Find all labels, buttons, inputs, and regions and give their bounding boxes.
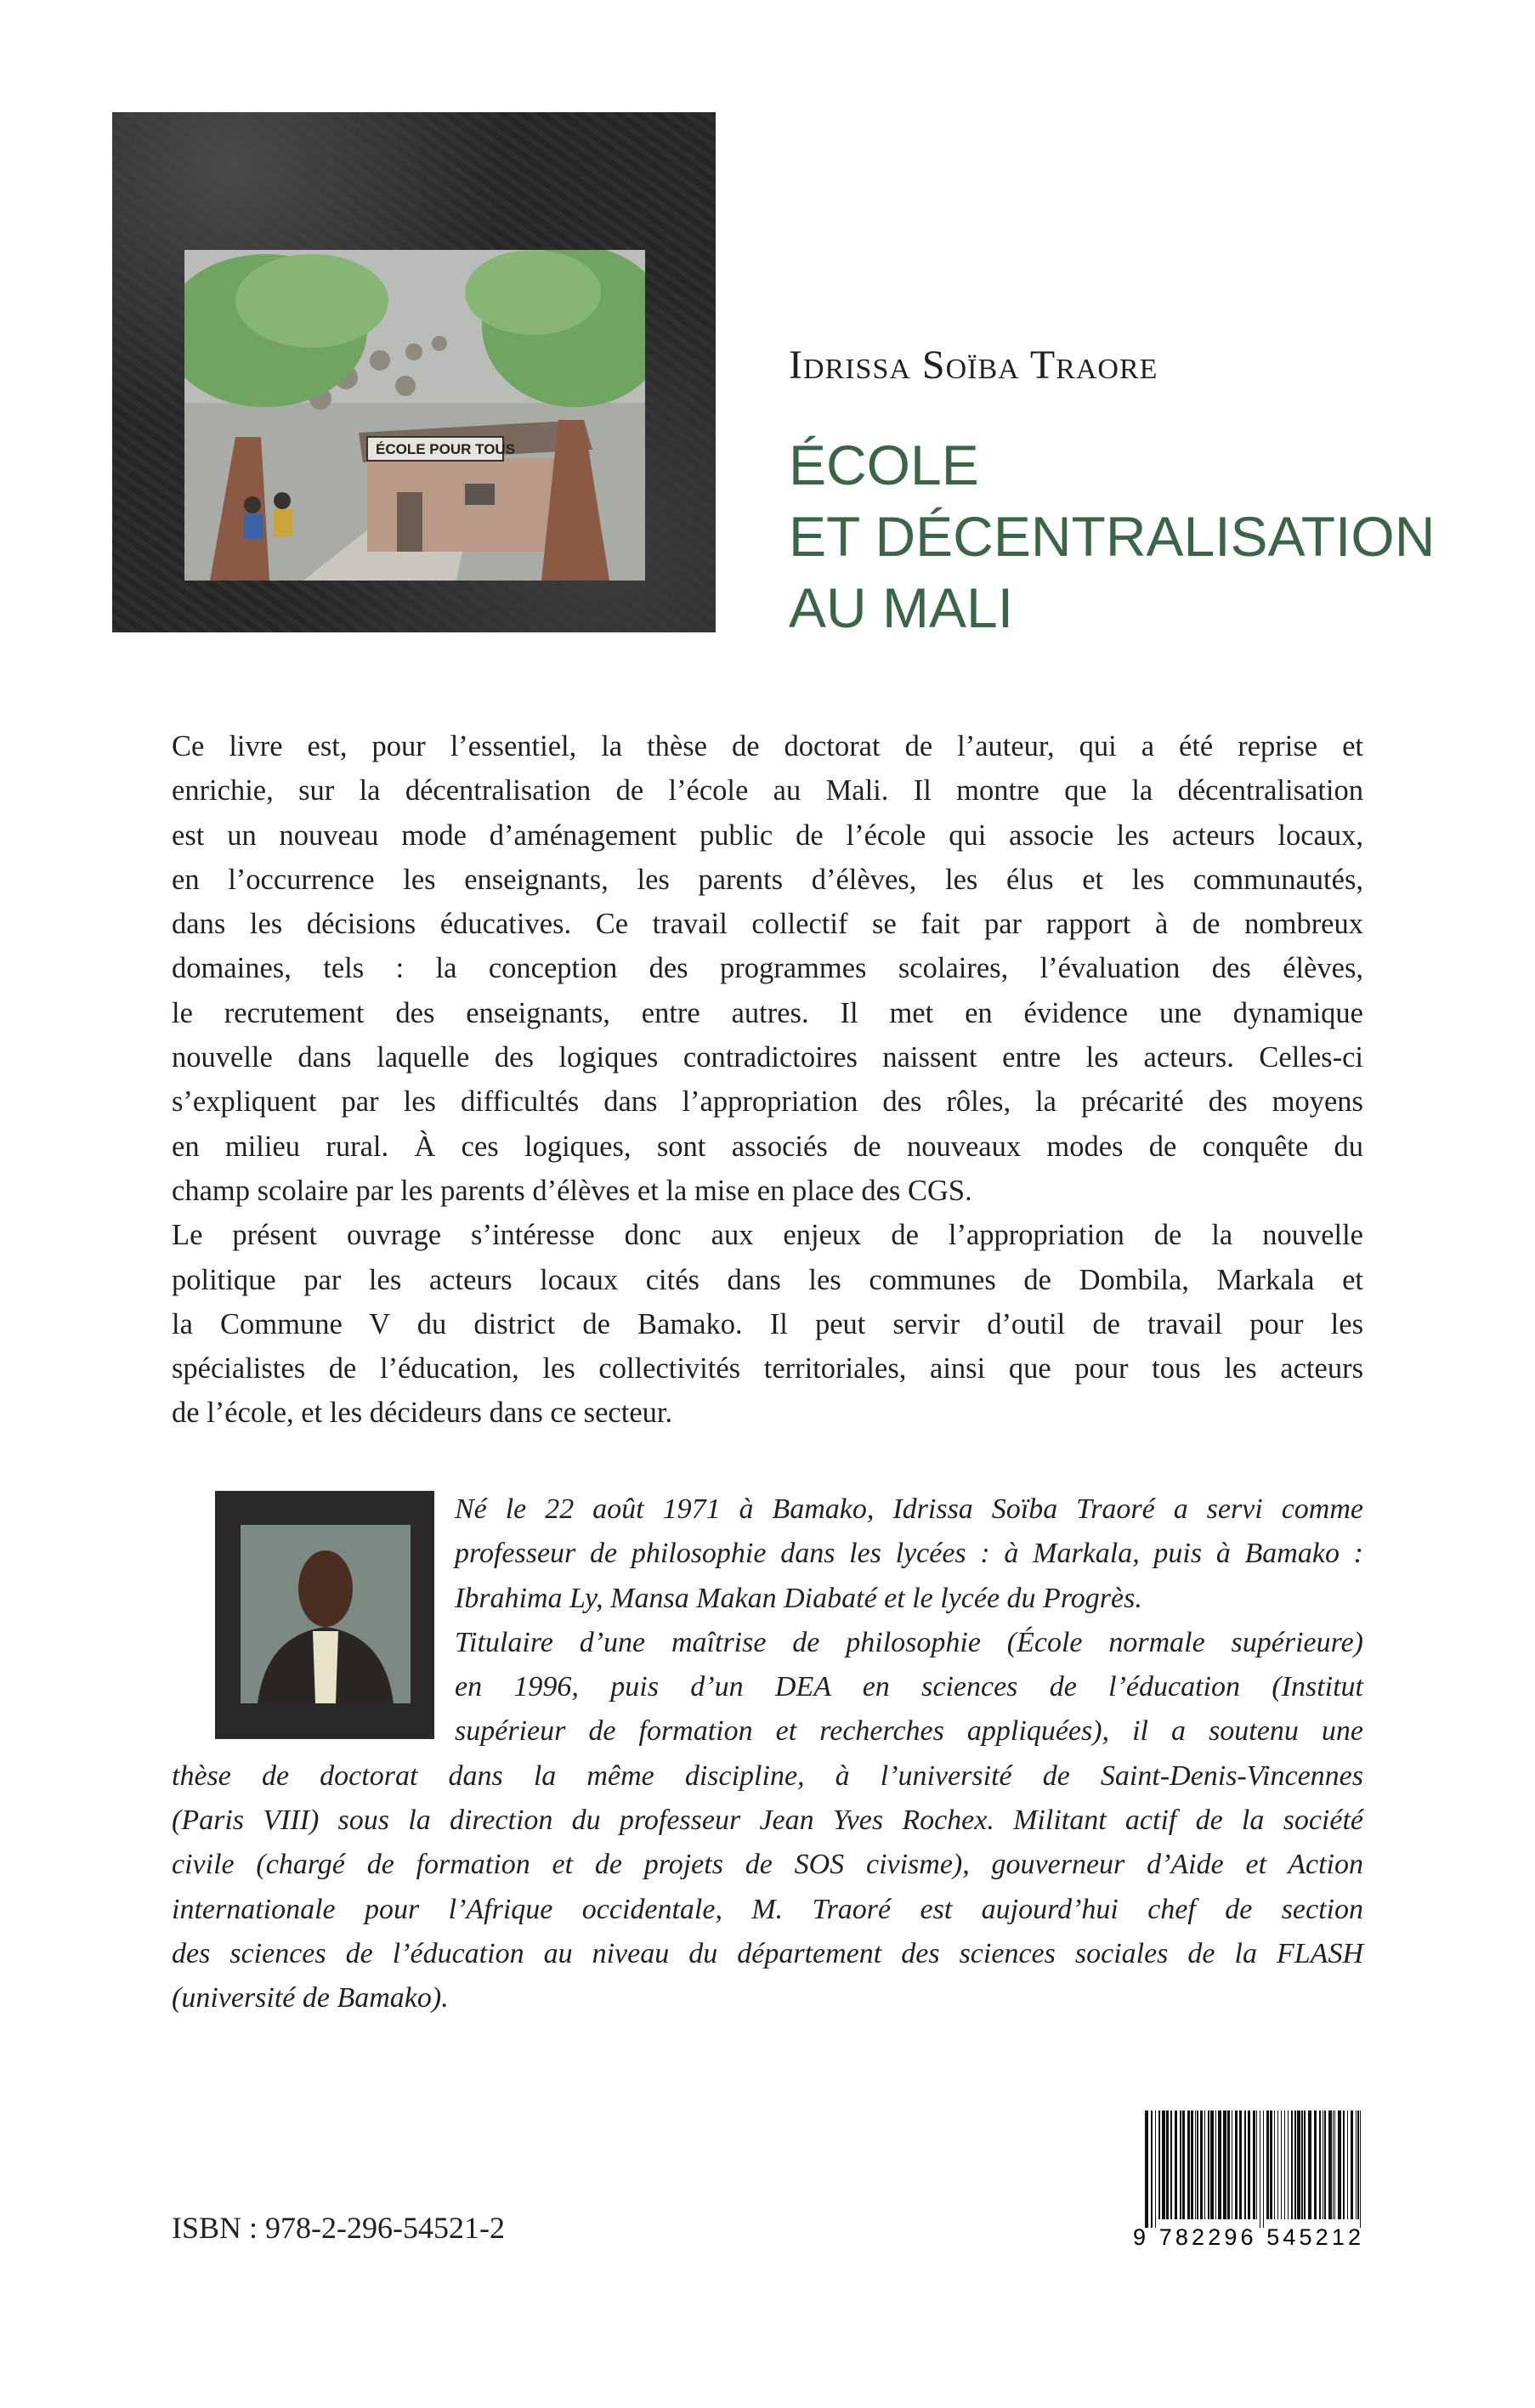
barcode-bar [1191, 2111, 1193, 2219]
barcode-bar [1270, 2111, 1272, 2219]
barcode-bar [1182, 2111, 1185, 2219]
barcode-bar [1281, 2111, 1282, 2219]
barcode-bar [1328, 2111, 1332, 2219]
text-line: thèse de doctorat dans la même discipline, à l’université de Saint-Denis-Vincennes [172, 1759, 1363, 1792]
barcode-bar [1210, 2111, 1214, 2219]
book-title [789, 429, 1435, 643]
barcode-bar [1145, 2111, 1148, 2228]
barcode-bar [1294, 2111, 1296, 2219]
barcode-bar [1301, 2111, 1303, 2219]
barcode-bar [1208, 2111, 1209, 2219]
barcode-bar [1297, 2111, 1300, 2219]
text-line: Ibrahima Ly, Mansa Makan Diabaté et le lycée du Progrès. [455, 1582, 1142, 1614]
author-photo [215, 1491, 434, 1739]
barcode-bar [1151, 2111, 1153, 2228]
barcode-bar [1180, 2111, 1181, 2219]
text-line: dans les décisions éducatives. Ce travail collectif se fait par rapport à de nombreux [172, 908, 1363, 941]
text-line: Titulaire d’une maîtrise de philosophie (École normale supérieure) [455, 1626, 1363, 1658]
barcode-bar [1304, 2111, 1306, 2219]
text-line: des sciences de l’éducation au niveau du département des sciences sociales de la FLASH [172, 1937, 1363, 1969]
barcode-bar [1215, 2111, 1216, 2219]
barcode-digits: 9 782296 545212 [1133, 2224, 1361, 2247]
text-line: (université de Bamako). [172, 1982, 449, 2014]
school-painting [184, 250, 645, 581]
barcode-bar [1314, 2111, 1317, 2219]
barcode-bar [1195, 2111, 1196, 2219]
barcode-bar [1223, 2111, 1226, 2219]
barcode-bar [1227, 2111, 1230, 2219]
barcode-bar [1162, 2111, 1165, 2219]
text-line: (Paris VIII) sous la direction du professeur Jean Yves Rochex. Militant actif de la société [172, 1805, 1363, 1837]
title-line: AU MALI [789, 576, 1014, 639]
school-sign: ÉCOLE POUR TOUS [376, 441, 516, 457]
barcode-bar [1158, 2111, 1160, 2219]
text-line: en 1996, puis d’un DEA en sciences de l’éducation (Institut [455, 1671, 1363, 1703]
barcode-bar [1356, 2111, 1357, 2219]
barcode-bar [1284, 2111, 1285, 2219]
text-line: la Commune V du district de Bamako. Il peut servir d’outil de travail pour les [172, 1307, 1363, 1340]
text-line: domaines, tels : la conception des programmes scolaires, l’évaluation des élèves, [172, 952, 1363, 985]
barcode-bar [1338, 2111, 1341, 2219]
barcode-bar [1324, 2111, 1326, 2219]
text-line: civile (chargé de formation et de projets de SOS civisme), gouverneur d’Aide et Action [172, 1849, 1363, 1881]
text-line: en milieu rural. À ces logiques, sont associés de nouveaux modes de conquête du [172, 1130, 1363, 1163]
text-line: le recrutement des enseignants, entre autres. Il met en évidence une dynamique [172, 996, 1363, 1029]
barcode-bar [1343, 2111, 1345, 2219]
barcode-bar [1266, 2111, 1269, 2219]
cover-illustration-frame [112, 112, 716, 632]
barcode-bar [1277, 2111, 1278, 2219]
barcode-bar [1175, 2111, 1177, 2219]
barcode-bar [1187, 2111, 1190, 2219]
barcode-bar [1166, 2111, 1169, 2219]
barcode-bar [1274, 2111, 1275, 2219]
barcode-bar [1256, 2111, 1257, 2219]
title-line: ET DÉCENTRALISATION [789, 505, 1436, 568]
text-line: nouvelle dans laquelle des logiques contradictoires naissent entre les acteurs. Celles-ci [172, 1041, 1363, 1074]
text-line: champ scolaire par les parents d’élèves et la mise en place des CGS. [172, 1174, 972, 1207]
barcode-bar [1218, 2111, 1221, 2219]
book-summary [172, 724, 1363, 1436]
text-line: en l’occurrence les enseignants, les parents d’élèves, les élus et les communautés, [172, 863, 1363, 896]
text-line: supérieur de formation et recherches appliquées), il a soutenu une [455, 1715, 1363, 1748]
barcode-bar [1333, 2111, 1334, 2219]
barcode-bar [1334, 2111, 1335, 2219]
barcode-bar [1197, 2111, 1198, 2219]
barcode-bar [1288, 2111, 1289, 2219]
barcode-bar [1291, 2111, 1293, 2219]
barcode-bar [1351, 2111, 1353, 2219]
barcode-bar [1263, 2111, 1264, 2228]
barcode-bar [1204, 2111, 1205, 2219]
barcode-bar [1308, 2111, 1311, 2219]
title-line: ÉCOLE [789, 433, 979, 496]
barcode-bar [1239, 2111, 1242, 2219]
barcode-bar [1244, 2111, 1246, 2219]
barcode-bar [1248, 2111, 1250, 2219]
barcode [1133, 2111, 1367, 2247]
text-line: enrichie, sur la décentralisation de l’école au Mali. Il montre que la décentralisation [172, 774, 1363, 807]
barcode-bar [1253, 2111, 1255, 2219]
text-line: Le présent ouvrage s’intéresse donc aux enjeux de l’appropriation de la nouvelle [172, 1219, 1363, 1252]
text-line: spécialistes de l’éducation, les collectivités territoriales, ainsi que pour tous les acteurs [172, 1352, 1363, 1385]
author-name: Idrissa Soïba Traore [789, 343, 1158, 388]
barcode-bar [1200, 2111, 1203, 2219]
text-line: s’expliquent par les difficultés dans l’appropriation des rôles, la précarité des moyens [172, 1085, 1363, 1119]
barcode-bar [1155, 2111, 1156, 2228]
isbn-number: ISBN : 978-2-296-54521-2 [172, 2211, 505, 2245]
barcode-bar [1357, 2111, 1359, 2219]
barcode-bar [1360, 2111, 1361, 2228]
text-line: Ce livre est, pour l’essentiel, la thèse de doctorat de l’auteur, qui a été reprise et [172, 730, 1363, 762]
text-line: internationale pour l’Afrique occidentale, M. Traoré est aujourd’hui chef de section [172, 1893, 1363, 1925]
barcode-bar [1170, 2111, 1172, 2219]
text-line: est un nouveau mode d’aménagement public de l’école qui associe les acteurs locaux, [172, 819, 1363, 852]
text-line: politique par les acteurs locaux cités dans les communes de Dombila, Markala et [172, 1263, 1363, 1296]
text-line: de l’école, et les décideurs dans ce secteur. [172, 1397, 673, 1430]
text-line: professeur de philosophie dans les lycées : à Markala, puis à Bamako : [455, 1538, 1363, 1570]
barcode-bar [1235, 2111, 1238, 2219]
text-line: Né le 22 août 1971 à Bamako, Idrissa Soïba Traoré a servi comme [455, 1493, 1363, 1525]
barcode-bar [1347, 2111, 1348, 2219]
barcode-bar [1319, 2111, 1321, 2219]
author-biography [172, 1487, 1363, 2021]
